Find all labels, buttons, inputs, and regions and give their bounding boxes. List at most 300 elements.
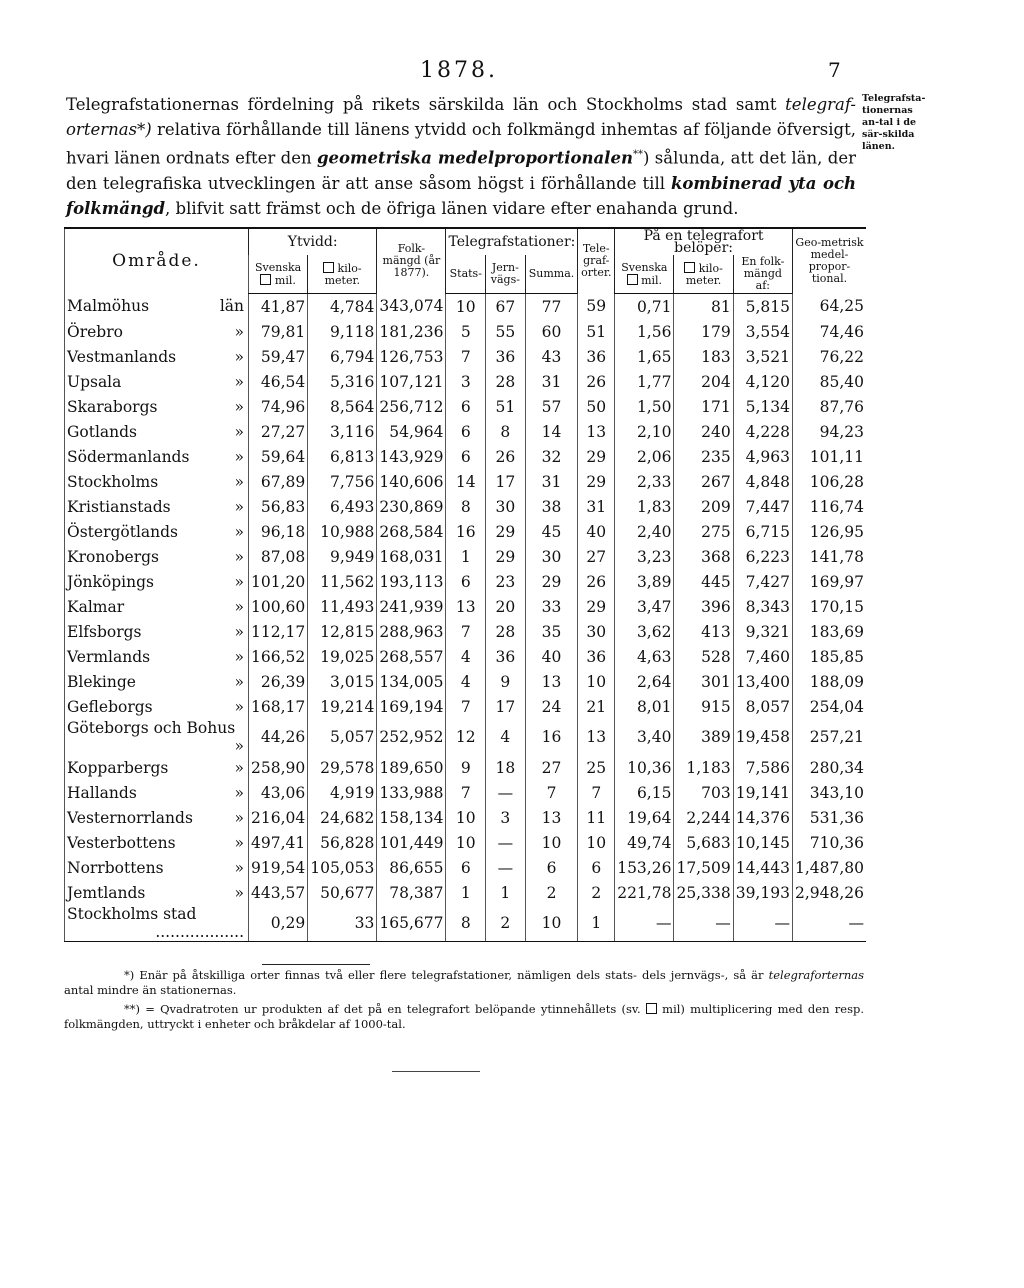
table-row [65, 830, 867, 855]
cell-sv: 87,08 [249, 544, 308, 569]
table-row [65, 519, 867, 544]
cell-area [65, 369, 249, 394]
cell-bsv: 4,63 [615, 644, 674, 669]
cell-bkm: 204 [674, 369, 733, 394]
table-row [65, 755, 867, 780]
footnote-1-text-a: *) Enär på åtskilliga orter finnas två eller flere telegrafstationer, nämligen dels stats- dels jernvägs-, så är [124, 968, 769, 982]
header-mil-label: mil. [274, 273, 296, 287]
cell-geo: 185,85 [792, 644, 866, 669]
cell-geo: 76,22 [792, 344, 866, 369]
header-jernvags: Jern-vägs- [486, 255, 526, 294]
cell-je: 28 [486, 619, 526, 644]
footnote-rule [262, 964, 370, 965]
cell-km: 6,794 [308, 344, 377, 369]
cell-bsv: 19,64 [615, 805, 674, 830]
cell-area [65, 830, 249, 855]
header-telegrafstationer: Telegrafstationer: [446, 228, 578, 255]
cell-km: 19,214 [308, 694, 377, 719]
intro-text-1: Telegrafstationernas fördelning på rikets särskilda län och Stockholms stad samt [66, 95, 786, 114]
cell-bf: 14,443 [733, 855, 792, 880]
cell-st: 7 [446, 619, 486, 644]
cell-je: — [486, 830, 526, 855]
cell-km: 33 [308, 905, 377, 942]
cell-geo: 94,23 [792, 419, 866, 444]
cell-su: 2 [525, 880, 578, 905]
header-geometrisk: Geo-metrisk medel-propor-tional. [792, 228, 866, 294]
cell-area [65, 294, 249, 320]
cell-geo: 1,487,80 [792, 855, 866, 880]
cell-geo: 141,78 [792, 544, 866, 569]
cell-bkm: 81 [674, 294, 733, 320]
area-lan-mark: .................. [155, 923, 244, 941]
area-name: Gotlands [67, 422, 137, 441]
cell-to: 6 [578, 855, 615, 880]
table-row [65, 644, 867, 669]
cell-to: 26 [578, 569, 615, 594]
footnote-1-text-b: antal mindre än stationernas. [64, 983, 237, 997]
area-lan-mark: » [234, 572, 244, 591]
cell-to: 27 [578, 544, 615, 569]
cell-bf: 13,400 [733, 669, 792, 694]
cell-bsv: 10,36 [615, 755, 674, 780]
cell-bsv: 1,77 [615, 369, 674, 394]
area-name: Kronobergs [67, 547, 160, 566]
footnote-1 [64, 968, 864, 998]
area-name: Vestmanlands [67, 347, 177, 366]
cell-to: 10 [578, 669, 615, 694]
table-row [65, 880, 867, 905]
cell-km: 11,493 [308, 594, 377, 619]
cell-bf: 6,223 [733, 544, 792, 569]
cell-bkm: — [674, 905, 733, 942]
cell-area [65, 494, 249, 519]
cell-st: 6 [446, 855, 486, 880]
area-name: Jemtlands [67, 883, 146, 902]
cell-bf: 3,554 [733, 319, 792, 344]
cell-je: 3 [486, 805, 526, 830]
cell-st: 6 [446, 444, 486, 469]
area-lan-mark: » [234, 347, 244, 366]
cell-folk: 54,964 [377, 419, 446, 444]
cell-bsv: 3,62 [615, 619, 674, 644]
table-row [65, 719, 867, 755]
cell-km: 11,562 [308, 569, 377, 594]
cell-su: 31 [525, 469, 578, 494]
area-name: Vermlands [67, 647, 151, 666]
cell-bsv: 2,06 [615, 444, 674, 469]
header-svenska-mil [249, 255, 308, 294]
cell-su: 13 [525, 805, 578, 830]
cell-je: 8 [486, 419, 526, 444]
cell-sv: 67,89 [249, 469, 308, 494]
cell-km: 50,677 [308, 880, 377, 905]
cell-su: 7 [525, 780, 578, 805]
cell-sv: 96,18 [249, 519, 308, 544]
cell-su: 57 [525, 394, 578, 419]
cell-bsv: 2,40 [615, 519, 674, 544]
cell-sv: 74,96 [249, 394, 308, 419]
square-icon [684, 262, 695, 273]
cell-je: 55 [486, 319, 526, 344]
cell-bkm: 301 [674, 669, 733, 694]
cell-km: 7,756 [308, 469, 377, 494]
cell-bkm: 240 [674, 419, 733, 444]
cell-su: 6 [525, 855, 578, 880]
cell-je: 28 [486, 369, 526, 394]
cell-su: 29 [525, 569, 578, 594]
table-row [65, 294, 867, 320]
cell-st: 10 [446, 294, 486, 320]
cell-geo: 106,28 [792, 469, 866, 494]
intro-italic-3: kombinerad yta och folkmängd [66, 173, 856, 218]
area-lan-mark: » [234, 858, 244, 877]
cell-je: 67 [486, 294, 526, 320]
table-row [65, 444, 867, 469]
area-lan-mark: » [234, 447, 244, 466]
cell-bkm: 171 [674, 394, 733, 419]
cell-sv: 216,04 [249, 805, 308, 830]
header-svenska-label: Svenska [255, 260, 302, 274]
cell-bf: 5,815 [733, 294, 792, 320]
cell-su: 14 [525, 419, 578, 444]
cell-area [65, 619, 249, 644]
cell-folk: 133,988 [377, 780, 446, 805]
cell-folk: 101,449 [377, 830, 446, 855]
cell-su: 24 [525, 694, 578, 719]
cell-je: 29 [486, 544, 526, 569]
cell-st: 10 [446, 830, 486, 855]
cell-st: 13 [446, 594, 486, 619]
cell-area [65, 719, 249, 755]
cell-st: 4 [446, 644, 486, 669]
area-name: Kalmar [67, 597, 125, 616]
cell-area [65, 544, 249, 569]
cell-to: 29 [578, 594, 615, 619]
table-row [65, 569, 867, 594]
intro-italic-1: telegraf-orternas*) [66, 95, 856, 139]
cell-bkm: 179 [674, 319, 733, 344]
square-icon [260, 274, 271, 285]
cell-to: 11 [578, 805, 615, 830]
cell-sv: 919,54 [249, 855, 308, 880]
table-row [65, 469, 867, 494]
cell-bsv: 3,40 [615, 719, 674, 755]
square-icon [646, 1003, 657, 1014]
cell-bf: 8,057 [733, 694, 792, 719]
cell-bf: 4,228 [733, 419, 792, 444]
cell-km: 12,815 [308, 619, 377, 644]
table-row [65, 319, 867, 344]
cell-bf: 7,427 [733, 569, 792, 594]
cell-km: 9,949 [308, 544, 377, 569]
cell-bkm: 209 [674, 494, 733, 519]
cell-su: 45 [525, 519, 578, 544]
cell-folk: 252,952 [377, 719, 446, 755]
area-name: Vesterbottens [67, 833, 176, 852]
cell-su: 30 [525, 544, 578, 569]
cell-st: 1 [446, 544, 486, 569]
cell-folk: 288,963 [377, 619, 446, 644]
cell-geo: 280,34 [792, 755, 866, 780]
cell-bf: 9,321 [733, 619, 792, 644]
cell-to: 2 [578, 880, 615, 905]
cell-su: 33 [525, 594, 578, 619]
cell-st: 6 [446, 394, 486, 419]
area-lan-mark: » [234, 397, 244, 416]
cell-st: 7 [446, 780, 486, 805]
cell-bf: 6,715 [733, 519, 792, 544]
cell-su: 77 [525, 294, 578, 320]
area-name: Kristianstads [67, 497, 171, 516]
cell-to: 7 [578, 780, 615, 805]
cell-area [65, 644, 249, 669]
cell-folk: 126,753 [377, 344, 446, 369]
cell-folk: 134,005 [377, 669, 446, 694]
table-row [65, 419, 867, 444]
area-lan-mark: » [234, 758, 244, 777]
area-lan-mark: » [234, 422, 244, 441]
cell-geo: 257,21 [792, 719, 866, 755]
header-folkmangd: Folk-mängd (år 1877). [377, 228, 446, 294]
cell-area [65, 694, 249, 719]
cell-bsv: 6,15 [615, 780, 674, 805]
cell-sv: 168,17 [249, 694, 308, 719]
cell-km: 105,053 [308, 855, 377, 880]
cell-geo: 87,76 [792, 394, 866, 419]
cell-bkm: 915 [674, 694, 733, 719]
header-ytvidd: Ytvidd: [249, 228, 377, 255]
table-row [65, 394, 867, 419]
cell-folk: 268,584 [377, 519, 446, 544]
cell-je: 17 [486, 694, 526, 719]
area-lan-mark: » [234, 783, 244, 802]
cell-je: 17 [486, 469, 526, 494]
area-name: Kopparbergs [67, 758, 169, 777]
cell-geo: 85,40 [792, 369, 866, 394]
cell-bf: 19,141 [733, 780, 792, 805]
margin-note: Telegrafsta-tionernas an-tal i de sär-skilda länen. [862, 93, 926, 152]
table-row [65, 594, 867, 619]
cell-bkm: 2,244 [674, 805, 733, 830]
cell-to: 13 [578, 419, 615, 444]
cell-st: 1 [446, 880, 486, 905]
cell-to: 13 [578, 719, 615, 755]
cell-area [65, 594, 249, 619]
cell-bkm: 368 [674, 544, 733, 569]
cell-sv: 44,26 [249, 719, 308, 755]
area-name: Östergötlands [67, 522, 179, 541]
cell-su: 43 [525, 344, 578, 369]
cell-area [65, 444, 249, 469]
cell-st: 16 [446, 519, 486, 544]
bottom-rule [392, 1071, 480, 1072]
cell-folk: 140,606 [377, 469, 446, 494]
footnote-2-text-b: mil) multiplicering med den resp. folkmängden, uttryckt i enheter och bråkdelar af 1000-tal. [64, 1002, 864, 1031]
cell-su: 60 [525, 319, 578, 344]
cell-geo: 101,11 [792, 444, 866, 469]
header-summa: Summa. [525, 255, 578, 294]
page-number: 7 [828, 58, 841, 82]
area-name: Skaraborgs [67, 397, 158, 416]
cell-geo: 531,36 [792, 805, 866, 830]
cell-area [65, 394, 249, 419]
cell-folk: 168,031 [377, 544, 446, 569]
cell-sv: 79,81 [249, 319, 308, 344]
cell-bf: 4,120 [733, 369, 792, 394]
cell-geo: 343,10 [792, 780, 866, 805]
cell-folk: 241,939 [377, 594, 446, 619]
cell-sv: 112,17 [249, 619, 308, 644]
area-lan-mark: » [234, 497, 244, 516]
cell-km: 8,564 [308, 394, 377, 419]
cell-folk: 189,650 [377, 755, 446, 780]
cell-geo: 710,36 [792, 830, 866, 855]
table-row [65, 619, 867, 644]
cell-je: 26 [486, 444, 526, 469]
area-name: Upsala [67, 372, 122, 391]
area-name: Malmöhus [67, 297, 150, 316]
area-lan-mark: » [234, 672, 244, 691]
cell-bsv: 153,26 [615, 855, 674, 880]
cell-to: 26 [578, 369, 615, 394]
header-b-kilometer-label: kilo-meter. [685, 261, 723, 287]
area-lan-mark: » [234, 808, 244, 827]
cell-st: 12 [446, 719, 486, 755]
header-b-folkmangd: En folk-mängd af: [733, 255, 792, 294]
cell-su: 10 [525, 830, 578, 855]
cell-area [65, 805, 249, 830]
cell-sv: 166,52 [249, 644, 308, 669]
cell-km: 4,784 [308, 294, 377, 320]
cell-geo: 74,46 [792, 319, 866, 344]
cell-folk: 343,074 [377, 294, 446, 320]
cell-bkm: 413 [674, 619, 733, 644]
area-lan-mark: » [234, 833, 244, 852]
cell-km: 3,116 [308, 419, 377, 444]
intro-italic-2: geometriska medelproportionalen [317, 148, 633, 168]
cell-bsv: 1,56 [615, 319, 674, 344]
cell-sv: 46,54 [249, 369, 308, 394]
square-icon [627, 274, 638, 285]
cell-folk: 78,387 [377, 880, 446, 905]
cell-st: 10 [446, 805, 486, 830]
cell-bkm: 703 [674, 780, 733, 805]
intro-paragraph [66, 92, 856, 221]
cell-bf: 7,460 [733, 644, 792, 669]
cell-bsv: 1,65 [615, 344, 674, 369]
area-lan-mark: » [234, 372, 244, 391]
cell-to: 29 [578, 444, 615, 469]
table-row [65, 344, 867, 369]
table-row [65, 694, 867, 719]
cell-je: 23 [486, 569, 526, 594]
cell-bkm: 396 [674, 594, 733, 619]
cell-bf: 14,376 [733, 805, 792, 830]
area-lan-mark: » [234, 522, 244, 541]
cell-bf: — [733, 905, 792, 942]
cell-bkm: 17,509 [674, 855, 733, 880]
header-b-mil-label: mil. [641, 273, 663, 287]
cell-je: 1 [486, 880, 526, 905]
area-name: Jönköpings [67, 572, 154, 591]
table-row [65, 855, 867, 880]
cell-area [65, 344, 249, 369]
cell-geo: 64,25 [792, 294, 866, 320]
cell-folk: 165,677 [377, 905, 446, 942]
cell-je: 51 [486, 394, 526, 419]
header-b-svenska-mil [615, 255, 674, 294]
table-row [65, 544, 867, 569]
cell-bf: 19,458 [733, 719, 792, 755]
cell-bsv: 2,64 [615, 669, 674, 694]
cell-geo: 183,69 [792, 619, 866, 644]
cell-to: 1 [578, 905, 615, 942]
cell-km: 5,316 [308, 369, 377, 394]
cell-to: 25 [578, 755, 615, 780]
cell-sv: 27,27 [249, 419, 308, 444]
cell-bf: 39,193 [733, 880, 792, 905]
cell-km: 5,057 [308, 719, 377, 755]
cell-to: 36 [578, 344, 615, 369]
cell-area [65, 669, 249, 694]
table-row [65, 805, 867, 830]
cell-st: 6 [446, 419, 486, 444]
area-lan-mark: » [234, 697, 244, 716]
cell-sv: 0,29 [249, 905, 308, 942]
cell-st: 9 [446, 755, 486, 780]
area-lan-mark: län [219, 297, 244, 316]
cell-folk: 256,712 [377, 394, 446, 419]
cell-km: 4,919 [308, 780, 377, 805]
cell-sv: 443,57 [249, 880, 308, 905]
cell-to: 31 [578, 494, 615, 519]
cell-folk: 107,121 [377, 369, 446, 394]
cell-sv: 59,47 [249, 344, 308, 369]
cell-area [65, 519, 249, 544]
cell-folk: 169,194 [377, 694, 446, 719]
table-row [65, 494, 867, 519]
cell-su: 13 [525, 669, 578, 694]
area-lan-mark: » [234, 883, 244, 902]
cell-st: 7 [446, 694, 486, 719]
cell-bkm: 445 [674, 569, 733, 594]
cell-st: 14 [446, 469, 486, 494]
cell-km: 9,118 [308, 319, 377, 344]
footnote-2 [64, 1002, 864, 1032]
cell-area [65, 755, 249, 780]
cell-folk: 268,557 [377, 644, 446, 669]
table-row [65, 780, 867, 805]
cell-area [65, 855, 249, 880]
cell-bsv: 3,23 [615, 544, 674, 569]
cell-je: — [486, 780, 526, 805]
cell-bsv: 8,01 [615, 694, 674, 719]
cell-je: 18 [486, 755, 526, 780]
cell-folk: 143,929 [377, 444, 446, 469]
area-name: Norrbottens [67, 858, 164, 877]
area-lan-mark: » [234, 647, 244, 666]
cell-je: 36 [486, 644, 526, 669]
cell-bf: 5,134 [733, 394, 792, 419]
cell-st: 6 [446, 569, 486, 594]
cell-sv: 41,87 [249, 294, 308, 320]
cell-area [65, 780, 249, 805]
cell-area [65, 905, 249, 942]
cell-sv: 26,39 [249, 669, 308, 694]
cell-km: 19,025 [308, 644, 377, 669]
cell-st: 7 [446, 344, 486, 369]
cell-bsv: 221,78 [615, 880, 674, 905]
